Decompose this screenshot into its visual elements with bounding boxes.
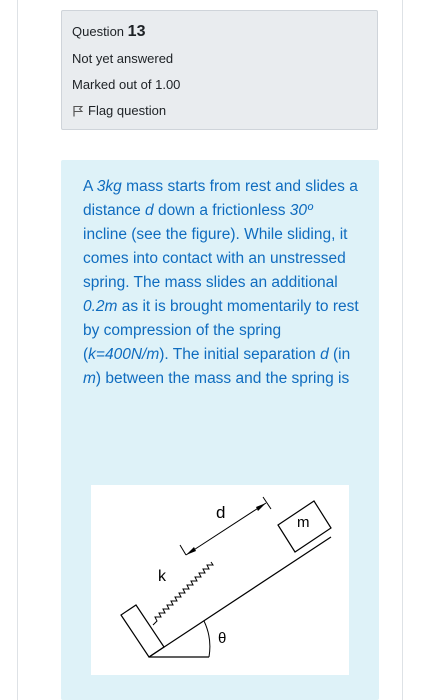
label-d: d [216,503,226,522]
incline-figure [91,485,349,675]
marks-info: Marked out of 1.00 [72,77,181,92]
question-number: 13 [127,23,146,40]
question-content [61,160,379,700]
answer-status: Not yet answered [72,51,174,66]
d-arrow-line [186,503,266,555]
flag-question-link[interactable] [72,103,367,118]
label-m: m [297,514,310,531]
d-tick-left [180,545,186,555]
angle-arc [204,621,210,657]
flag-icon [72,105,84,117]
wall-block [121,605,164,657]
d-arrow-head-right [256,503,266,511]
question-title [72,23,367,41]
question-info-panel [61,10,378,130]
label-k: k [158,568,166,585]
question-text: A 3kg mass starts from rest and slides a distance d down a frictionless 30º incline (see the figure). While sliding, it comes into contact with an unstressed spring. The mass slides an additional 0.2m as it is brought momentarily to rest by compression of the spring (k=400N/m). The initial separation d (in m) between the mass and the spring is [83,178,359,387]
incline-diagram [91,485,349,675]
label-theta: θ [218,630,227,647]
flag-question-label: Flag question [88,103,167,118]
question-label: Question [72,24,125,39]
d-arrow-head-left [186,547,196,555]
d-tick-right [263,497,271,509]
